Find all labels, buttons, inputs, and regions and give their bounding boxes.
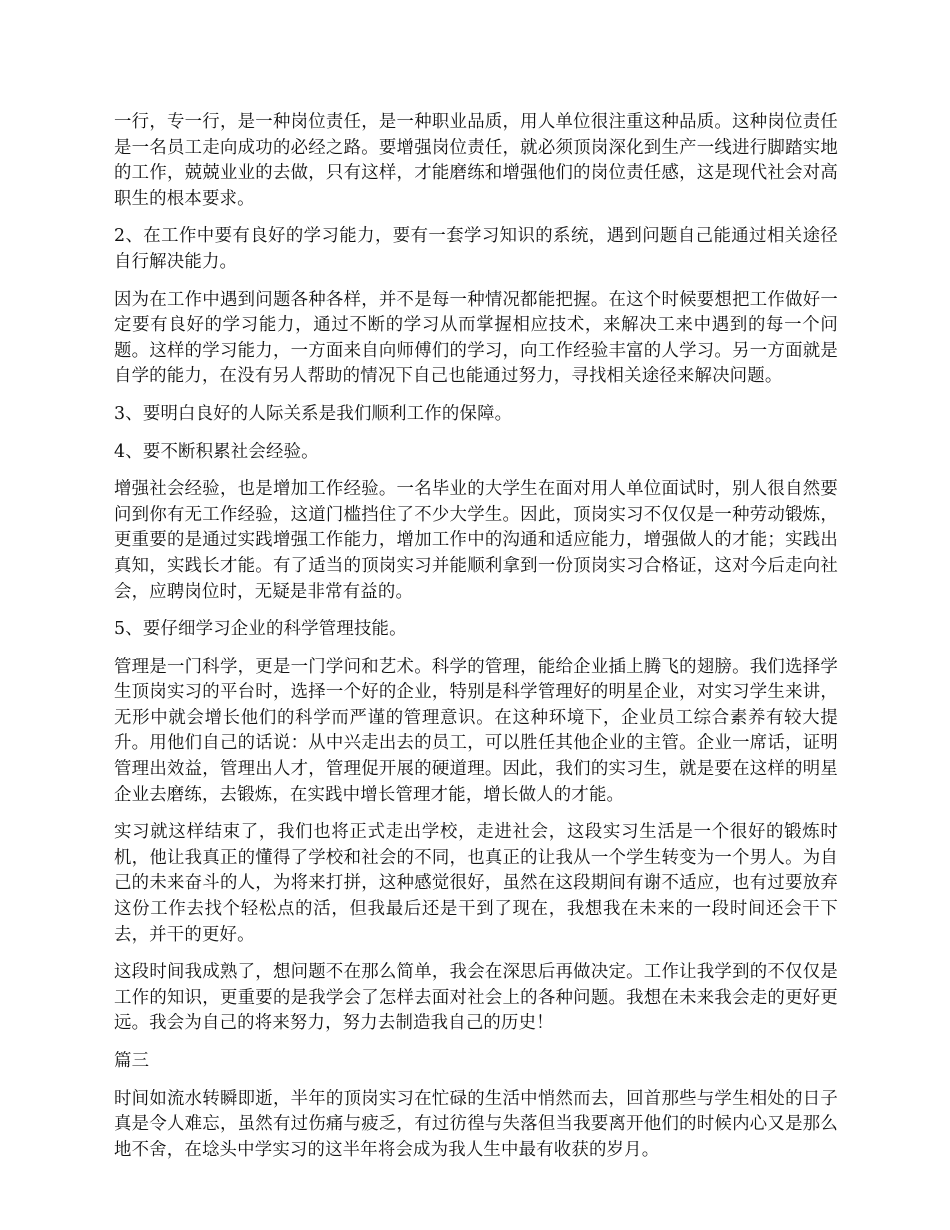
point-4-heading: 4、要不断积累社会经验。	[114, 441, 319, 462]
document-body	[114, 110, 838, 1175]
paragraph-part-three-intro: 时间如流水转瞬即逝，半年的顶岗实习在忙碌的生活中悄然而去，回首那些与学生相处的日子真是令人难忘，虽然有过伤痛与疲乏，有过彷徨与失落但当我要离开他们的时候内心又是那么地不舍，在埝头中学实习的这半年将会成为我人生中最有收获的岁月。	[114, 1088, 838, 1160]
paragraph-social-experience: 增强社会经验，也是增加工作经验。一名毕业的大学生在面对用人单位面试时，别人很自然要问到你有无工作经验，这道门槛挡住了不少大学生。因此，顶岗实习不仅仅是一种劳动锻炼，更重要的是通过实践增强工作能力，增加工作中的沟通和适应能力，增强做人的才能；实践出真知，实践长才能。有了适当的顶岗实习并能顺利拿到一份顶岗实习合格证，这对今后走向社会，应聘岗位时，无疑是非常有益的。	[114, 479, 838, 602]
point-2-heading: 2、在工作中要有良好的学习能力，要有一套学习知识的系统，遇到问题自己能通过相关途径自行解决能力。	[114, 226, 838, 272]
paragraph-internship-end: 实习就这样结束了，我们也将正式走出学校，走进社会，这段实习生活是一个很好的锻炼时机，他让我真正的懂得了学校和社会的不同，也真正的让我从一个学生转变为一个男人。为自己的未来奋斗的人，为将来打拼，这种感觉很好，虽然在这段期间有谢不适应，也有过要放弃这份工作去找个轻松点的活，但我最后还是干到了现在，我想我在未来的一段时间还会干下去，并干的更好。	[114, 822, 838, 945]
paragraph-intro: 一行，专一行，是一种岗位责任，是一种职业品质，用人单位很注重这种品质。这种岗位责任是一名员工走向成功的必经之路。要增强岗位责任，就必须顶岗深化到生产一线进行脚踏实地的工作，兢兢业业的去做，只有这样，才能磨练和增强他们的岗位责任感，这是现代社会对高职生的根本要求。	[114, 112, 838, 209]
paragraph-learning-ability: 因为在工作中遇到问题各种各样，并不是每一种情况都能把握。在这个时候要想把工作做好一定要有良好的学习能力，通过不断的学习从而掌握相应技术，来解决工来中遇到的每一个问题。这样的学习能力，一方面来自向师傅们的学习，向工作经验丰富的人学习。另一方面就是自学的能力，在没有另人帮助的情况下自己也能通过努力，寻找相关途径来解决问题。	[114, 289, 838, 387]
section-title-part-three: 篇三	[114, 1051, 150, 1071]
paragraph-maturity: 这段时间我成熟了，想问题不在那么简单，我会在深思后再做决定。工作让我学到的不仅仅是工作的知识，更重要的是我学会了怎样去面对社会上的各种问题。我想在未来我会走的更好更远。我会为自己的将来努力，努力去制造我自己的历史！	[114, 962, 838, 1034]
point-3-heading: 3、要明白良好的人际关系是我们顺利工作的保障。	[114, 403, 513, 424]
point-5-heading: 5、要仔细学习企业的科学管理技能。	[114, 619, 407, 640]
paragraph-management: 管理是一门科学，更是一门学问和艺术。科学的管理，能给企业插上腾飞的翅膀。我们选择学生顶岗实习的平台时，选择一个好的企业，特别是科学管理好的明星企业，对实习学生来讲，无形中就会增长他们的科学而严谨的管理意识。在这种环境下，企业员工综合素养有较大提升。用他们自己的话说：从中兴走出去的员工，可以胜任其他企业的主管。企业一席话，证明管理出效益，管理出人才，管理促开展的硬道理。因此，我们的实习生，就是要在这样的明星企业去磨练，去锻炼，在实践中增长管理才能，增长做人的才能。	[114, 656, 838, 805]
